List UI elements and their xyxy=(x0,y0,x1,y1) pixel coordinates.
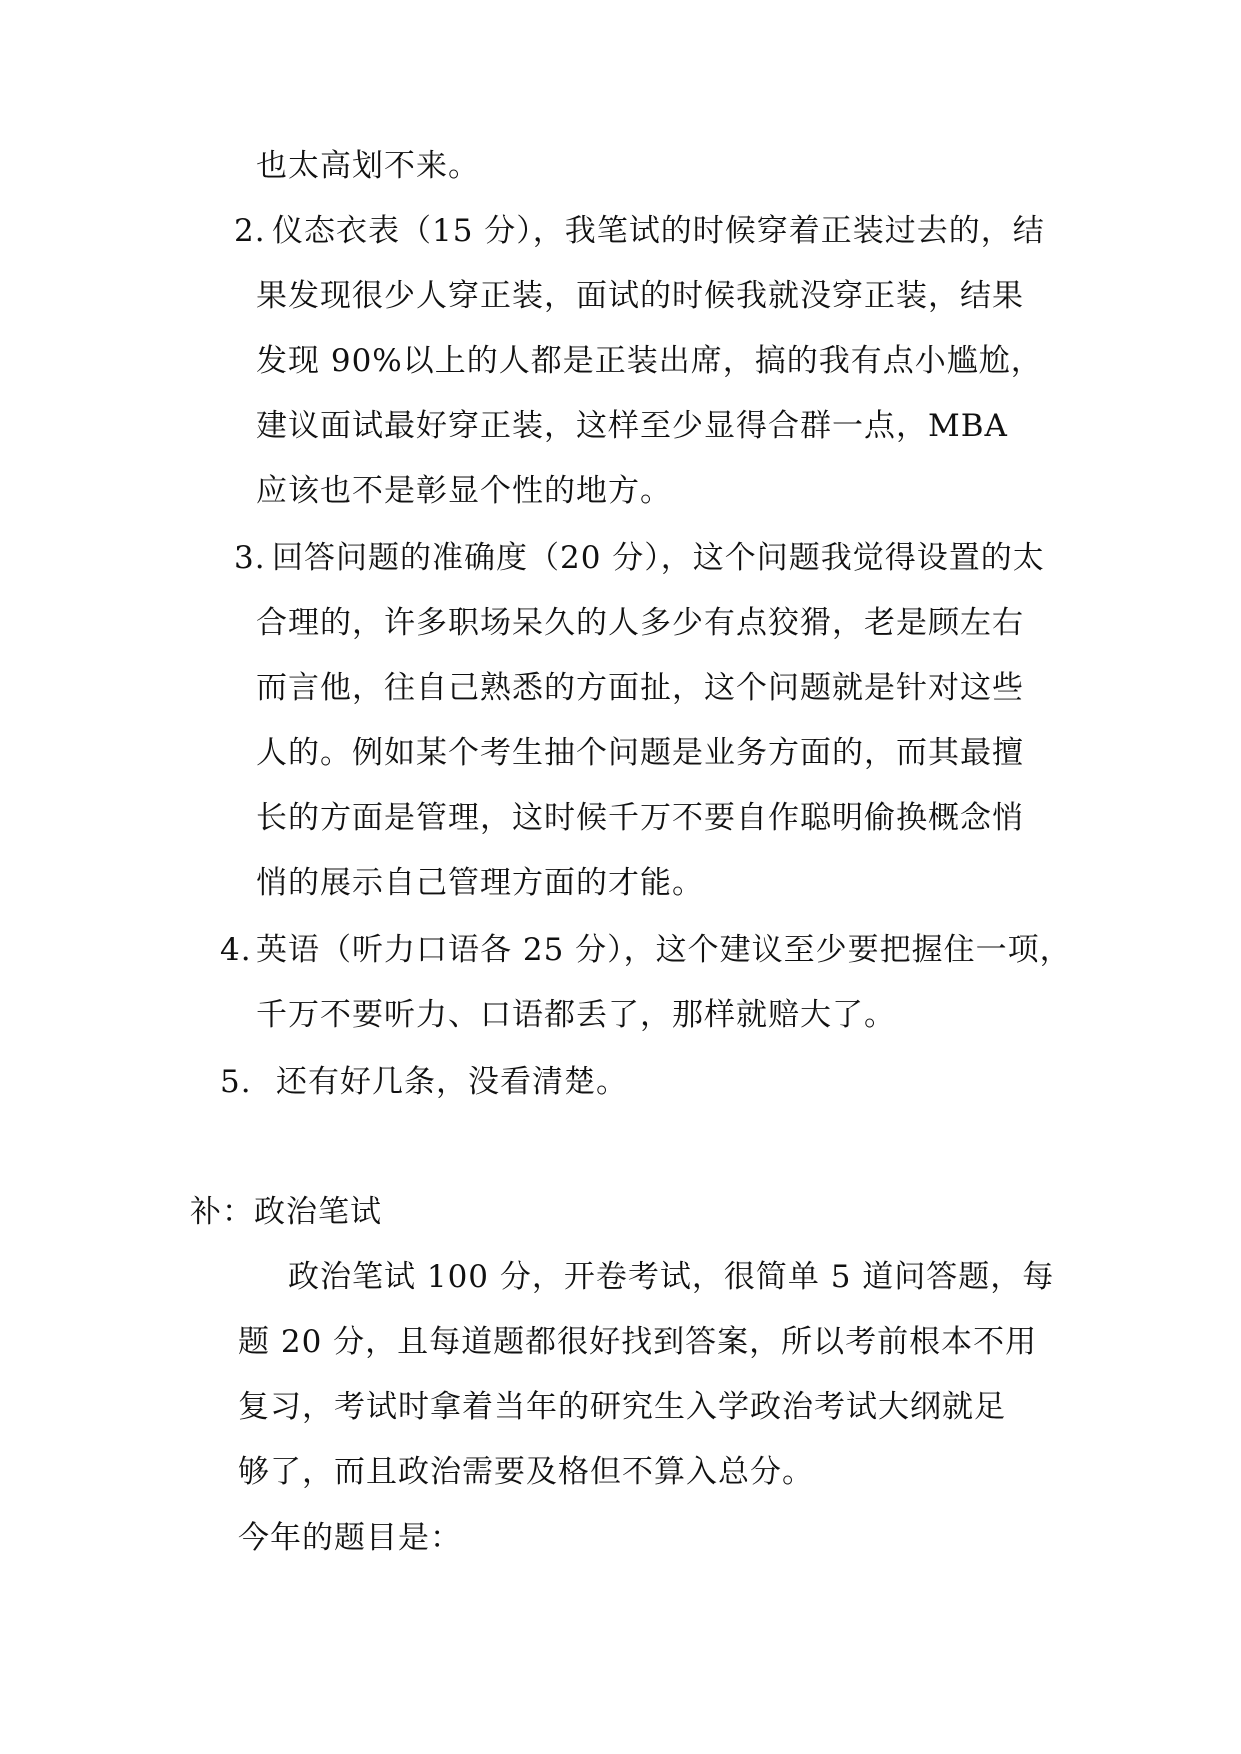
item-line: 应该也不是彰显个性的地方。 xyxy=(256,473,672,509)
item-line: 还有好几条，没看清楚。 xyxy=(276,1064,628,1100)
continuation-line: 也太高划不来。 xyxy=(256,148,480,184)
paragraph-line: 复习，考试时拿着当年的研究生入学政治考试大纲就足 xyxy=(238,1389,1006,1425)
item-number: 4. xyxy=(220,932,252,968)
item-line: 合理的，许多职场呆久的人多少有点狡猾，老是顾左右 xyxy=(256,605,1024,641)
item-line: 长的方面是管理，这时候千万不要自作聪明偷换概念悄 xyxy=(256,800,1024,836)
item-line: 发现 90%以上的人都是正装出席，搞的我有点小尴尬， xyxy=(256,343,1043,379)
paragraph-line: 今年的题目是： xyxy=(238,1520,462,1556)
item-number: 3. xyxy=(234,540,266,576)
item-line: 悄的展示自己管理方面的才能。 xyxy=(256,865,704,901)
item-line: 英语（听力口语各 25 分），这个建议至少要把握住一项， xyxy=(256,932,1072,968)
paragraph-line: 政治笔试 100 分，开卷考试，很简单 5 道问答题，每 xyxy=(288,1259,1055,1295)
item-line: 而言他，往自己熟悉的方面扯，这个问题就是针对这些 xyxy=(256,670,1024,706)
item-line: 人的。例如某个考生抽个问题是业务方面的，而其最擅 xyxy=(256,735,1024,771)
item-line: 千万不要听力、口语都丢了，那样就赔大了。 xyxy=(256,997,896,1033)
item-number: 2. xyxy=(234,213,266,249)
item-line: 仪态衣表（15 分），我笔试的时候穿着正装过去的，结 xyxy=(272,213,1045,249)
paragraph-line: 题 20 分，且每道题都很好找到答案，所以考前根本不用 xyxy=(238,1324,1038,1360)
paragraph-line: 够了，而且政治需要及格但不算入总分。 xyxy=(238,1454,814,1490)
item-line: 果发现很少人穿正装，面试的时候我就没穿正装，结果 xyxy=(256,278,1024,314)
item-line: 建议面试最好穿正装，这样至少显得合群一点，MBA xyxy=(256,408,1008,444)
item-number: 5. xyxy=(220,1064,252,1100)
section-heading: 补：政治笔试 xyxy=(190,1194,382,1230)
item-line: 回答问题的准确度（20 分），这个问题我觉得设置的太 xyxy=(272,540,1045,576)
